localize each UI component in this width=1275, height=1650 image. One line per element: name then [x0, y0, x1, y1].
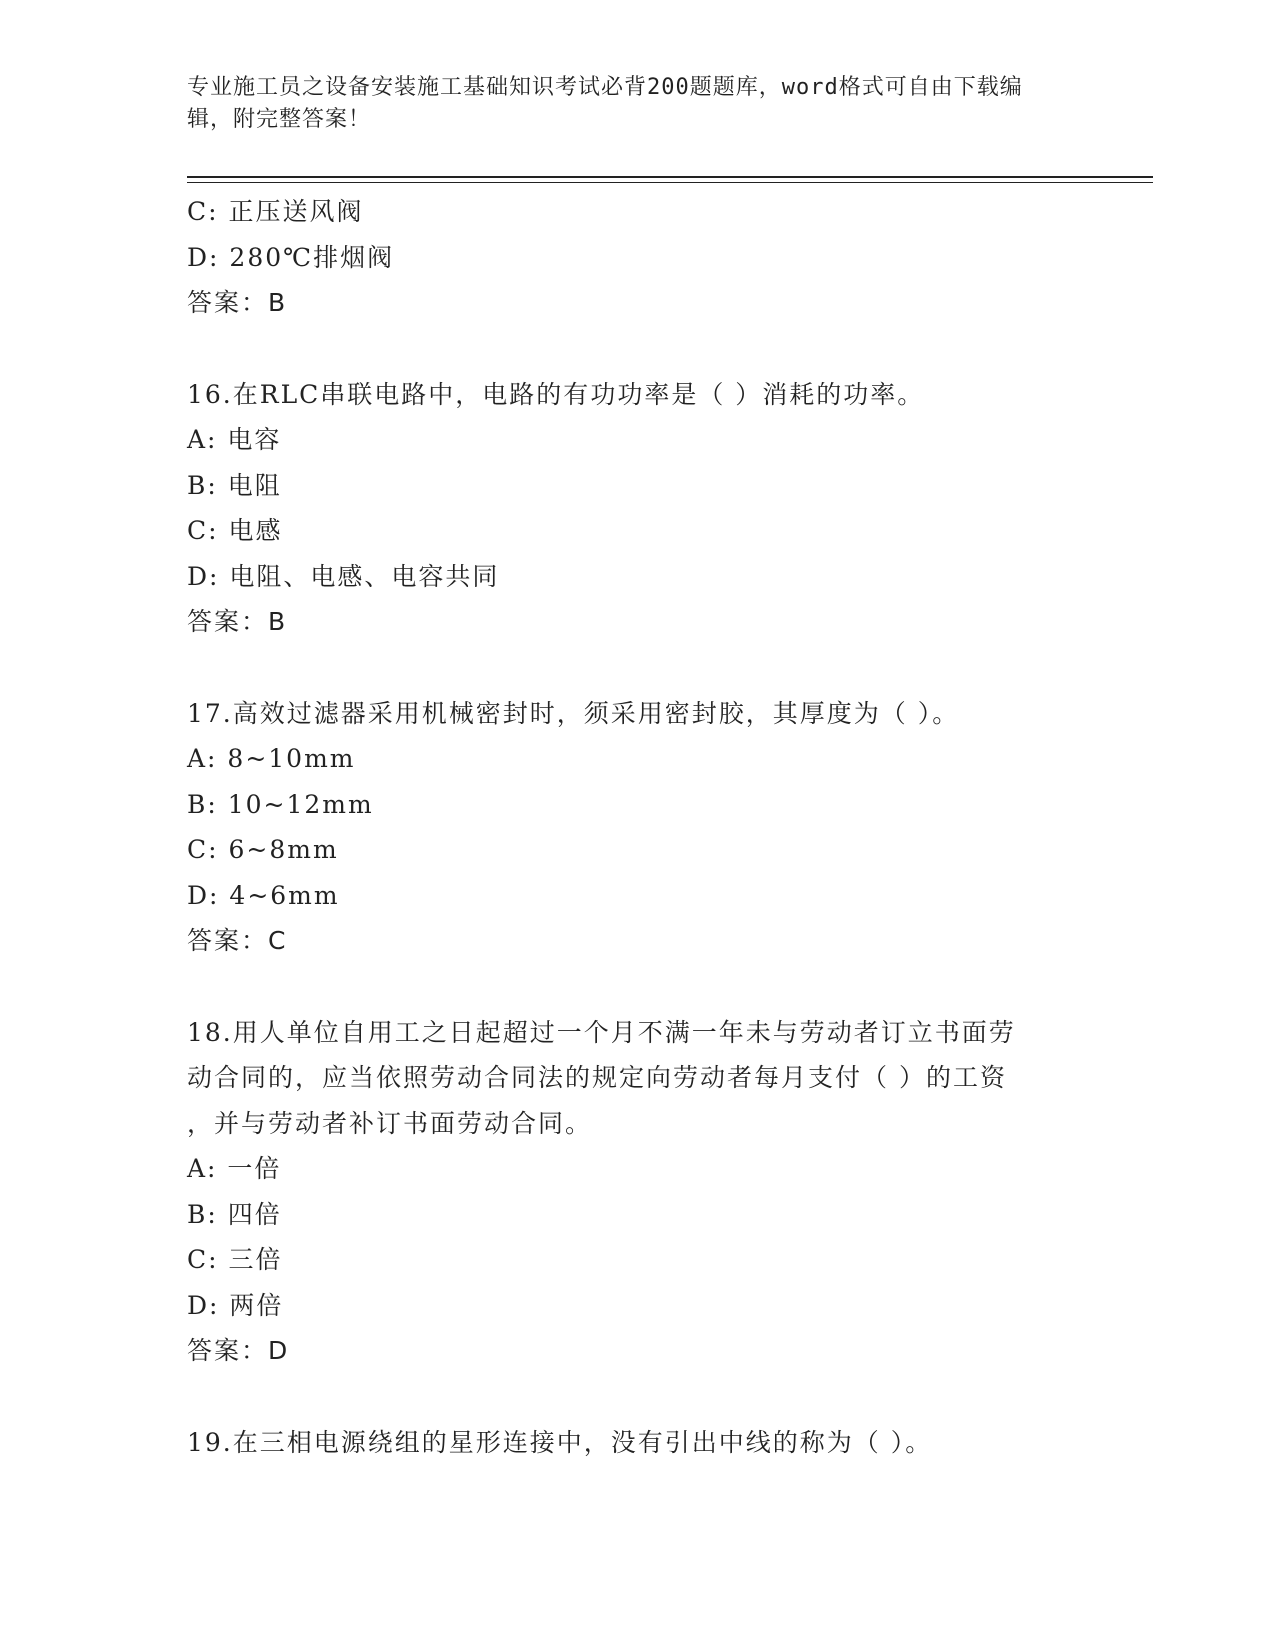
option-d: D: 4~6mm [187, 880, 340, 910]
header-rule-thin [187, 182, 1153, 183]
question-text-line-1: 18.用人单位自用工之日起超过一个月不满一年未与劳动者订立书面劳 [187, 1017, 1016, 1047]
header-rule-thick [187, 176, 1153, 178]
option-a: A: 8~10mm [187, 744, 356, 773]
answer: 答案：B [187, 607, 288, 636]
answer: 答案：C [187, 926, 288, 955]
option-b: B: 四倍 [187, 1199, 282, 1229]
answer: 答案：B [187, 288, 288, 317]
question-17 [187, 691, 1087, 964]
question-text: 16.在RLC串联电路中，电路的有功功率是（ ）消耗的功率。 [187, 379, 925, 409]
option-c: C: 正压送风阀 [187, 197, 364, 226]
question-19 [187, 1420, 1087, 1466]
option-d: D: 280℃排烟阀 [187, 242, 395, 272]
option-d: D: 电阻、电感、电容共同 [187, 561, 500, 591]
answer: 答案：D [187, 1336, 290, 1365]
option-b: B: 电阻 [187, 470, 282, 500]
question-text: 19.在三相电源绕组的星形连接中，没有引出中线的称为（ ）。 [187, 1427, 933, 1457]
option-b: B: 10~12mm [187, 789, 374, 819]
option-a: A: 一倍 [187, 1154, 282, 1183]
question-16 [187, 372, 1087, 645]
question-15-fragment [187, 189, 1087, 326]
question-18 [187, 1010, 1087, 1374]
option-a: A: 电容 [187, 425, 282, 454]
question-text: 17.高效过滤器采用机械密封时，须采用密封胶，其厚度为（ ）。 [187, 698, 960, 728]
question-text-line-3: ，并与劳动者补订书面劳动合同。 [187, 1108, 593, 1138]
question-text-line-2: 动合同的，应当依照劳动合同法的规定向劳动者每月支付（ ）的工资 [187, 1063, 1007, 1092]
option-c: C: 电感 [187, 516, 283, 545]
question-list [187, 189, 1087, 1465]
option-d: D: 两倍 [187, 1290, 284, 1320]
option-c: C: 三倍 [187, 1245, 283, 1274]
document-header: 专业施工员之设备安装施工基础知识考试必背200题题库，word格式可自由下载编辑，附完整答案！ [187, 75, 1023, 132]
option-c: C: 6~8mm [187, 835, 339, 864]
